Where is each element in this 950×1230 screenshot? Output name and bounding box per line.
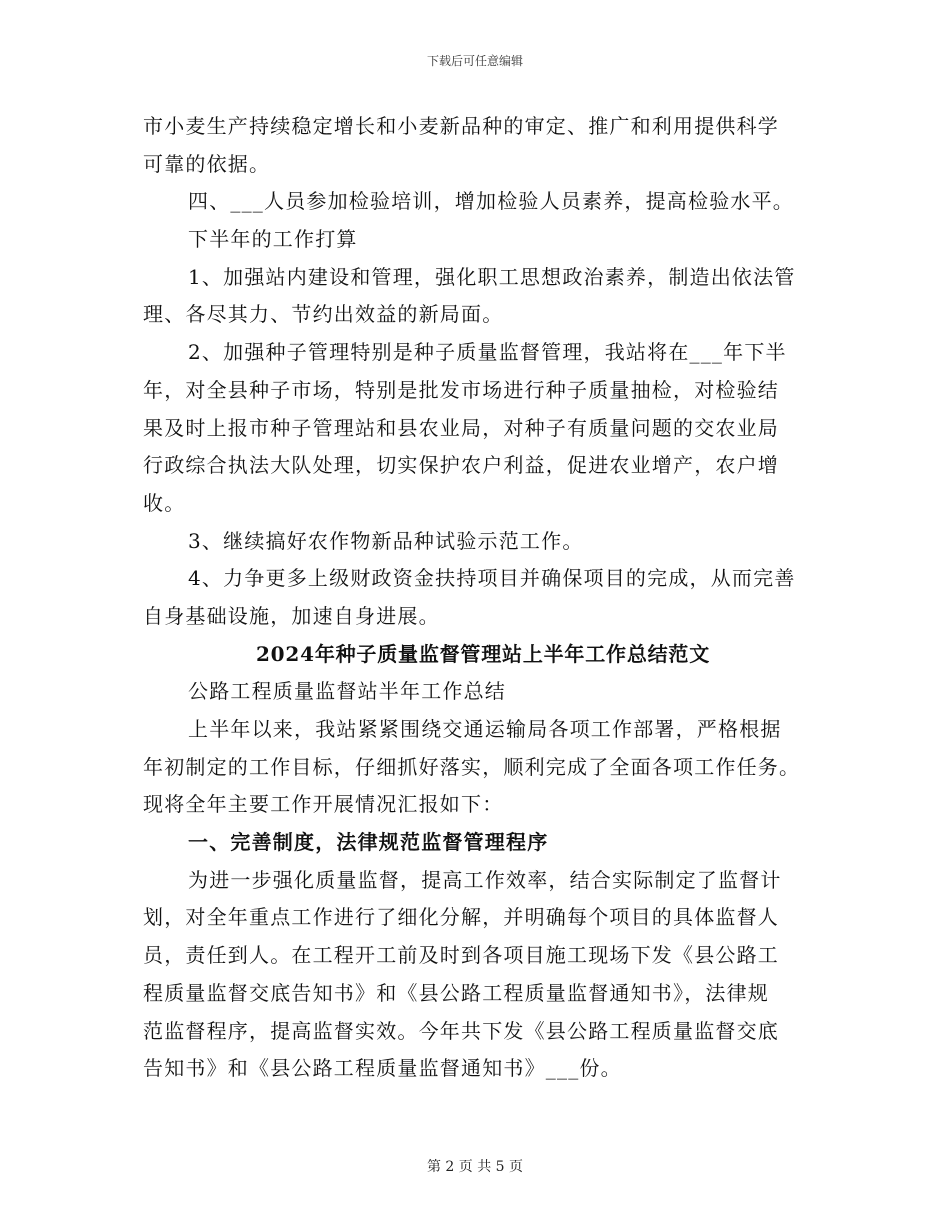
document-title: 2024年种子质量监督管理站上半年工作总结范文: [255, 641, 711, 666]
text-line: 为进一步强化质量监督，提高工作效率，结合实际制定了监督计: [188, 867, 782, 892]
text-line: 行政综合执法大队处理，切实保护农户利益，促进农业增产，农户增: [143, 453, 779, 478]
text-line: 果及时上报市种子管理站和县农业局，对种子有质量问题的交农业局: [143, 415, 779, 440]
text-line: 年，对全县种子市场，特别是批发市场进行种子质量抽检，对检验结: [143, 377, 779, 402]
section-heading: 一、完善制度，法律规范监督管理程序: [188, 830, 549, 855]
text-line: 可靠的依据。: [143, 151, 271, 176]
text-line: 现将全年主要工作开展情况汇报如下：: [143, 792, 504, 817]
text-line: 2、加强种子管理特别是种子质量监督管理，我站将在___年下半: [188, 340, 787, 365]
text-line: 员，责任到人。在工程开工前及时到各项目施工现场下发《县公路工: [143, 943, 779, 968]
text-line: 公路工程质量监督站半年工作总结: [188, 679, 506, 704]
text-line: 自身基础设施，加速自身进展。: [143, 603, 440, 628]
text-line: 市小麦生产持续稳定增长和小麦新品种的审定、推广和利用提供科学: [143, 114, 779, 138]
text-line: 理、各尽其力、节约出效益的新局面。: [143, 302, 504, 327]
document-body: [143, 108, 823, 1088]
text-line: 告知书》和《县公路工程质量监督通知书》___份。: [143, 1056, 622, 1081]
text-line: 下半年的工作打算: [188, 227, 358, 252]
text-line: 收。: [143, 490, 186, 515]
text-line: 范监督程序，提高监督实效。今年共下发《县公路工程质量监督交底: [143, 1018, 779, 1043]
text-line: 程质量监督交底告知书》和《县公路工程质量监督通知书》，法律规: [143, 980, 769, 1005]
text-line: 上半年以来，我站紧紧围绕交通运输局各项工作部署，严格根据: [188, 717, 782, 741]
text-line: 四、___人员参加检验培训，增加检验人员素养，提高检验水平。: [188, 189, 794, 214]
text-line: 4、力争更多上级财政资金扶持项目并确保项目的完成，从而完善: [188, 566, 796, 591]
text-line: 3、继续搞好农作物新品种试验示范工作。: [188, 528, 584, 553]
text-line: 划，对全年重点工作进行了细化分解，并明确每个项目的具体监督人: [143, 905, 779, 930]
text-line: 年初制定的工作目标，仔细抓好落实，顺利完成了全面各项工作任务。: [143, 754, 801, 779]
text-line: 1、加强站内建设和管理，强化职工思想政治素养，制造出依法管: [188, 264, 796, 289]
page-footer: 第 2 页 共 5 页: [426, 1159, 524, 1175]
page-header: 下载后可任意编辑: [426, 54, 523, 68]
